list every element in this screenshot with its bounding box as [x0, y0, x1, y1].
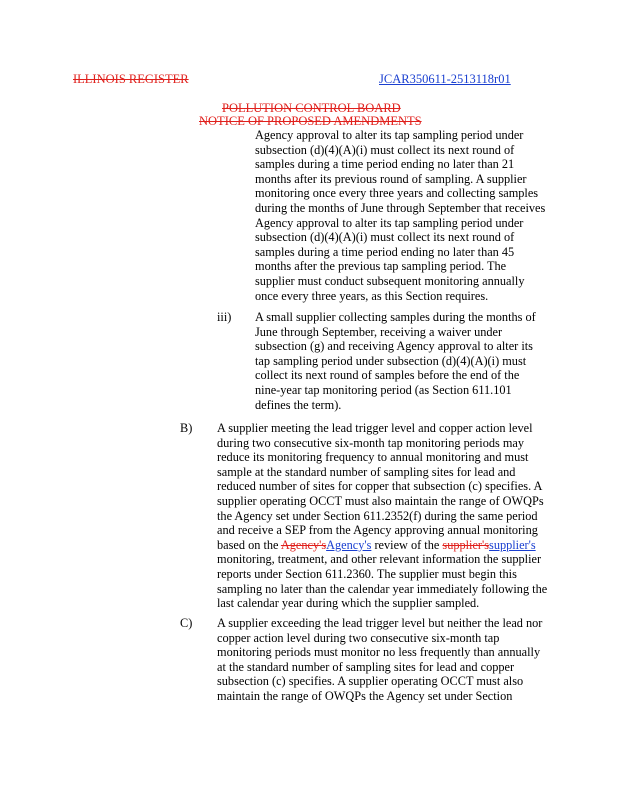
item-b-text: [217, 421, 547, 611]
text-line: during two consecutive six-month tap monitoring periods may: [217, 435, 525, 450]
text-line: maintain the range of OWQPs the Agency set under Section: [217, 688, 513, 703]
text-line: subsection (c) specifies. A supplier operating OCCT must also: [217, 674, 524, 689]
deleted-text: Agency's: [280, 537, 327, 552]
text-line: last calendar year during which the supplier sampled.: [217, 596, 480, 611]
text-line: A supplier meeting the lead trigger level and copper action level: [217, 421, 533, 435]
text-line: sample at the standard number of sampling sites for lead and: [217, 464, 516, 479]
notice-title: NOTICE OF PROPOSED AMENDMENTS: [199, 114, 422, 128]
inserted-text: Agency's: [326, 537, 372, 552]
item-c-text: [217, 616, 542, 704]
text-line: monitoring once every three years and collecting samples: [255, 186, 539, 201]
text-line: sampling no later than the calendar year immediately following the: [217, 581, 548, 596]
text-line: reduced number of sites for copper that subsection (c) specifies. A: [217, 479, 543, 494]
text-fragment: review of the: [374, 537, 440, 552]
text-line: during the months of June through September that receives: [255, 200, 546, 215]
text-line: months after the previous tap sampling period. The: [255, 259, 507, 274]
text-line: at the standard number of sampling sites for lead and copper: [217, 659, 515, 674]
text-line: samples during a time period ending no later than 45: [255, 244, 515, 259]
text-line: samples during a time period ending no later than 21: [255, 157, 515, 172]
text-line: tap sampling period under subsection (d)(4)(A)(i) must: [255, 353, 527, 368]
text-line: A supplier exceeding the lead trigger level but neither the lead nor: [217, 616, 543, 630]
text-line: and receive a SEP from the Agency approving annual monitoring: [217, 523, 538, 538]
item-b-label: B): [180, 421, 193, 435]
text-line: defines the term).: [255, 397, 342, 412]
jcar-code: JCAR350611-2513118r01: [379, 72, 511, 86]
deleted-text: supplier's: [442, 537, 490, 552]
text-line: nine-year tap monitoring period (as Section 611.101: [255, 382, 512, 397]
inserted-text: supplier's: [489, 537, 536, 552]
text-line: supplier operating OCCT must also maintain the range of OWQPs: [217, 493, 544, 508]
text-line: the Agency set under Section 611.2352(f) during the same period: [217, 508, 538, 523]
text-line: collect its next round of samples before the end of the: [255, 368, 520, 383]
text-line: supplier must conduct subsequent monitoring annually: [255, 273, 525, 288]
text-line: months after its previous round of sampling. A supplier: [255, 171, 527, 186]
text-line: subsection (d)(4)(A)(i) must collect its next round of: [255, 142, 515, 157]
illinois-register-header: ILLINOIS REGISTER: [73, 72, 189, 86]
text-line: subsection (d)(4)(A)(i) must collect its next round of: [255, 230, 515, 245]
text-line: monitoring periods must monitor no less frequently than annually: [217, 645, 541, 660]
text-line: A small supplier collecting samples during the months of: [255, 310, 536, 324]
text-line: reduce its monitoring frequency to annual monitoring and must: [217, 450, 529, 465]
text-line: reports under Section 611.2360. The supplier must begin this: [217, 566, 517, 581]
item-c-label: C): [180, 616, 193, 630]
board-title: POLLUTION CONTROL BOARD: [222, 101, 401, 115]
text-line: June through September, receiving a waiver under: [255, 324, 503, 339]
item-iii-label: iii): [217, 310, 232, 324]
text-line-with-edits: [217, 538, 547, 553]
text-line: copper action level during two consecutive six-month tap: [217, 630, 500, 645]
text-line: subsection (g) and receiving Agency approval to alter its: [255, 339, 533, 354]
text-line: once every three years, as this Section requires.: [255, 288, 489, 303]
paragraph-continuation: [255, 128, 545, 303]
text-line: Agency approval to alter its tap sampling period under: [255, 128, 524, 142]
text-line: Agency approval to alter its tap sampling period under: [255, 215, 524, 230]
item-iii-text: [255, 310, 536, 412]
text-fragment: based on the: [217, 537, 281, 552]
text-line: monitoring, treatment, and other relevant information the supplier: [217, 552, 542, 567]
